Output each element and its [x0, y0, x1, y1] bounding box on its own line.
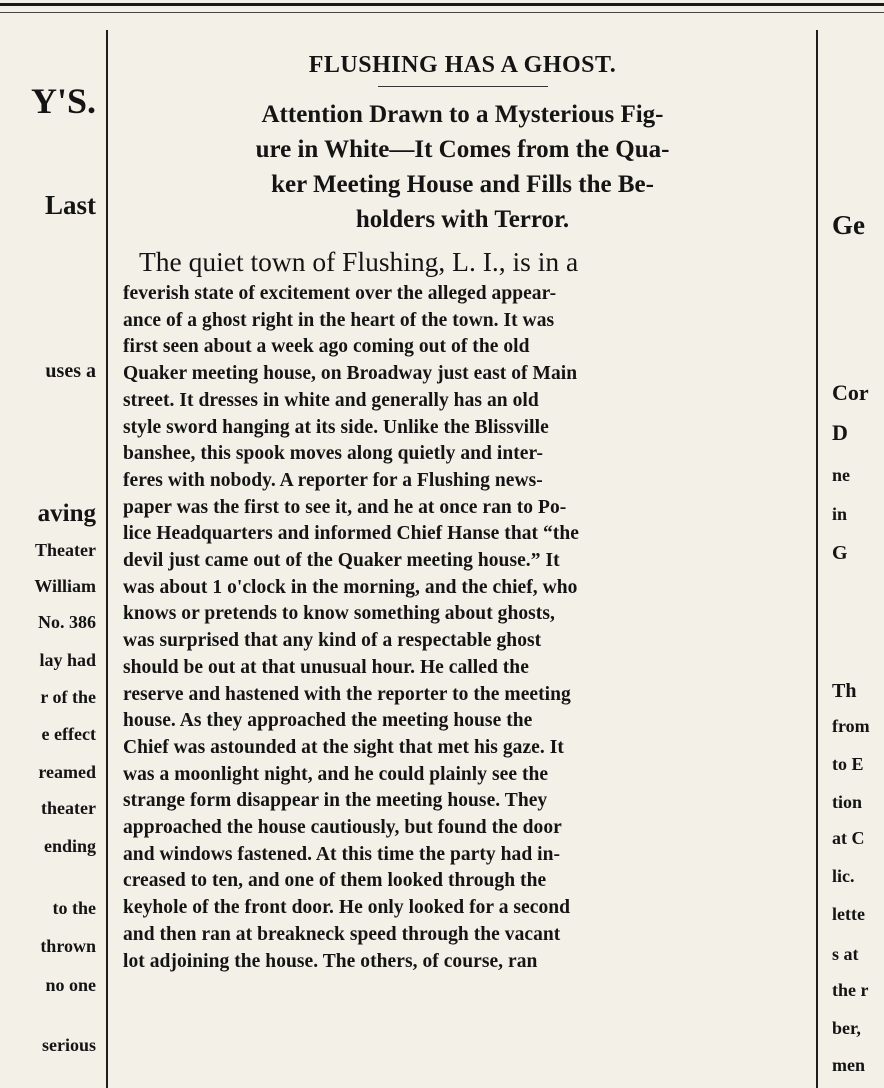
right-fragment-line: in [832, 504, 848, 524]
right-fragment-line: to E [832, 754, 864, 774]
right-fragment-line: Th [832, 680, 857, 702]
right-fragment-line: at C [832, 828, 865, 848]
left-fragment-line: to the [52, 898, 96, 918]
column-divider-right [816, 30, 818, 1088]
left-fragment-line: ending [43, 836, 96, 856]
body-line: Quaker meeting house, on Broadway just east of Main [123, 363, 578, 385]
body-line: banshee, this spook moves along quietly and inter- [123, 443, 544, 465]
body-line: reserve and hastened with the reporter to the meeting [123, 683, 571, 705]
body-line: was about 1 o'clock in the morning, and the chief, who [123, 576, 578, 598]
body-line: keyhole of the front door. He only looked for a second [123, 897, 571, 919]
left-fragment-line: Last [44, 190, 96, 220]
left-fragment-line: lay had [39, 650, 96, 670]
subheadline-line: ker Meeting House and Fills the Be- [271, 171, 654, 198]
right-fragment-line: D [832, 420, 848, 445]
top-rule [0, 3, 884, 6]
left-fragment-line: reamed [38, 762, 96, 782]
right-fragment-line: tion [832, 792, 863, 812]
top-rule-thin [0, 12, 884, 13]
right-fragment-line: ne [832, 465, 850, 485]
body-line: knows or pretends to know something about ghosts, [123, 603, 555, 625]
left-fragment-line: Y'S. [30, 81, 96, 121]
body-line: street. It dresses in white and generally has an old [123, 389, 539, 411]
body-line: lice Headquarters and informed Chief Hanse that “the [123, 523, 579, 545]
subheadline-line: holders with Terror. [355, 206, 570, 233]
left-fragment-line: thrown [40, 936, 96, 956]
body-line: devil just came out of the Quaker meeting house.” It [123, 550, 560, 572]
article-column [115, 20, 810, 975]
body-line: house. As they approached the meeting house the [123, 710, 533, 732]
column-divider-left [106, 30, 108, 1088]
right-fragment-line: from [832, 716, 870, 736]
left-fragment-line: theater [41, 798, 96, 818]
body-line: feverish state of excitement over the alleged appear- [123, 283, 557, 304]
left-fragment-line: aving [37, 500, 96, 527]
body-line: and windows fastened. At this time the party had in- [123, 843, 561, 865]
right-fragment-line: Cor [832, 380, 869, 405]
body-line: was a moonlight night, and he could plainly see the [123, 763, 549, 785]
right-fragment-line: the r [832, 980, 869, 1000]
right-fragment-line: Ge [832, 210, 865, 240]
article-lead-line: The quiet town of Flushing, L. I., is in a [139, 246, 579, 277]
body-line: should be out at that unusual hour. He called the [123, 656, 529, 678]
left-fragment-line: uses a [45, 360, 96, 382]
subheadline-line: Attention Drawn to a Mysterious Fig- [261, 101, 664, 128]
left-fragment-line: William [34, 576, 96, 596]
right-fragment-line: lette [832, 904, 865, 924]
body-line: strange form disappear in the meeting house. They [123, 790, 548, 812]
right-fragment-line: ber, [832, 1018, 861, 1038]
body-line: approached the house cautiously, but found the door [123, 817, 562, 839]
headline-rule [378, 86, 548, 87]
left-fragment-line: no one [45, 975, 96, 995]
body-line: creased to ten, and one of them looked through the [123, 870, 547, 892]
body-line: first seen about a week ago coming out of the old [123, 336, 530, 358]
right-fragment-line: s at [832, 944, 859, 964]
body-line: was surprised that any kind of a respectable ghost [123, 630, 542, 652]
body-line: Chief was astounded at the sight that met his gaze. It [123, 736, 564, 758]
body-line: and then ran at breakneck speed through the vacant [123, 923, 561, 945]
right-fragment-line: lic. [832, 866, 855, 886]
right-fragment-line: men [832, 1055, 865, 1075]
left-fragment-line: e effect [41, 724, 96, 744]
article-subheadline [121, 97, 804, 237]
body-line: feres with nobody. A reporter for a Flushing news- [123, 469, 543, 491]
right-column-fragment [822, 20, 884, 1088]
body-line: style sword hanging at its side. Unlike the Blissville [123, 416, 549, 438]
article-headline: FLUSHING HAS A GHOST. [308, 52, 617, 78]
body-line: lot adjoining the house. The others, of course, ran [123, 950, 538, 972]
left-fragment-line: serious [42, 1035, 96, 1055]
left-fragment-line: r of the [40, 687, 96, 707]
body-line: ance of a ghost right in the heart of the town. It was [123, 309, 555, 331]
article-body [115, 281, 810, 975]
left-fragment-line: No. 386 [38, 612, 96, 632]
right-fragment-line: G [832, 542, 848, 564]
left-fragment-line: Theater [35, 540, 96, 560]
subheadline-line: ure in White—It Comes from the Qua- [255, 136, 670, 163]
body-line: paper was the first to see it, and he at once ran to Po- [123, 496, 567, 518]
left-column-fragment [0, 20, 102, 1088]
